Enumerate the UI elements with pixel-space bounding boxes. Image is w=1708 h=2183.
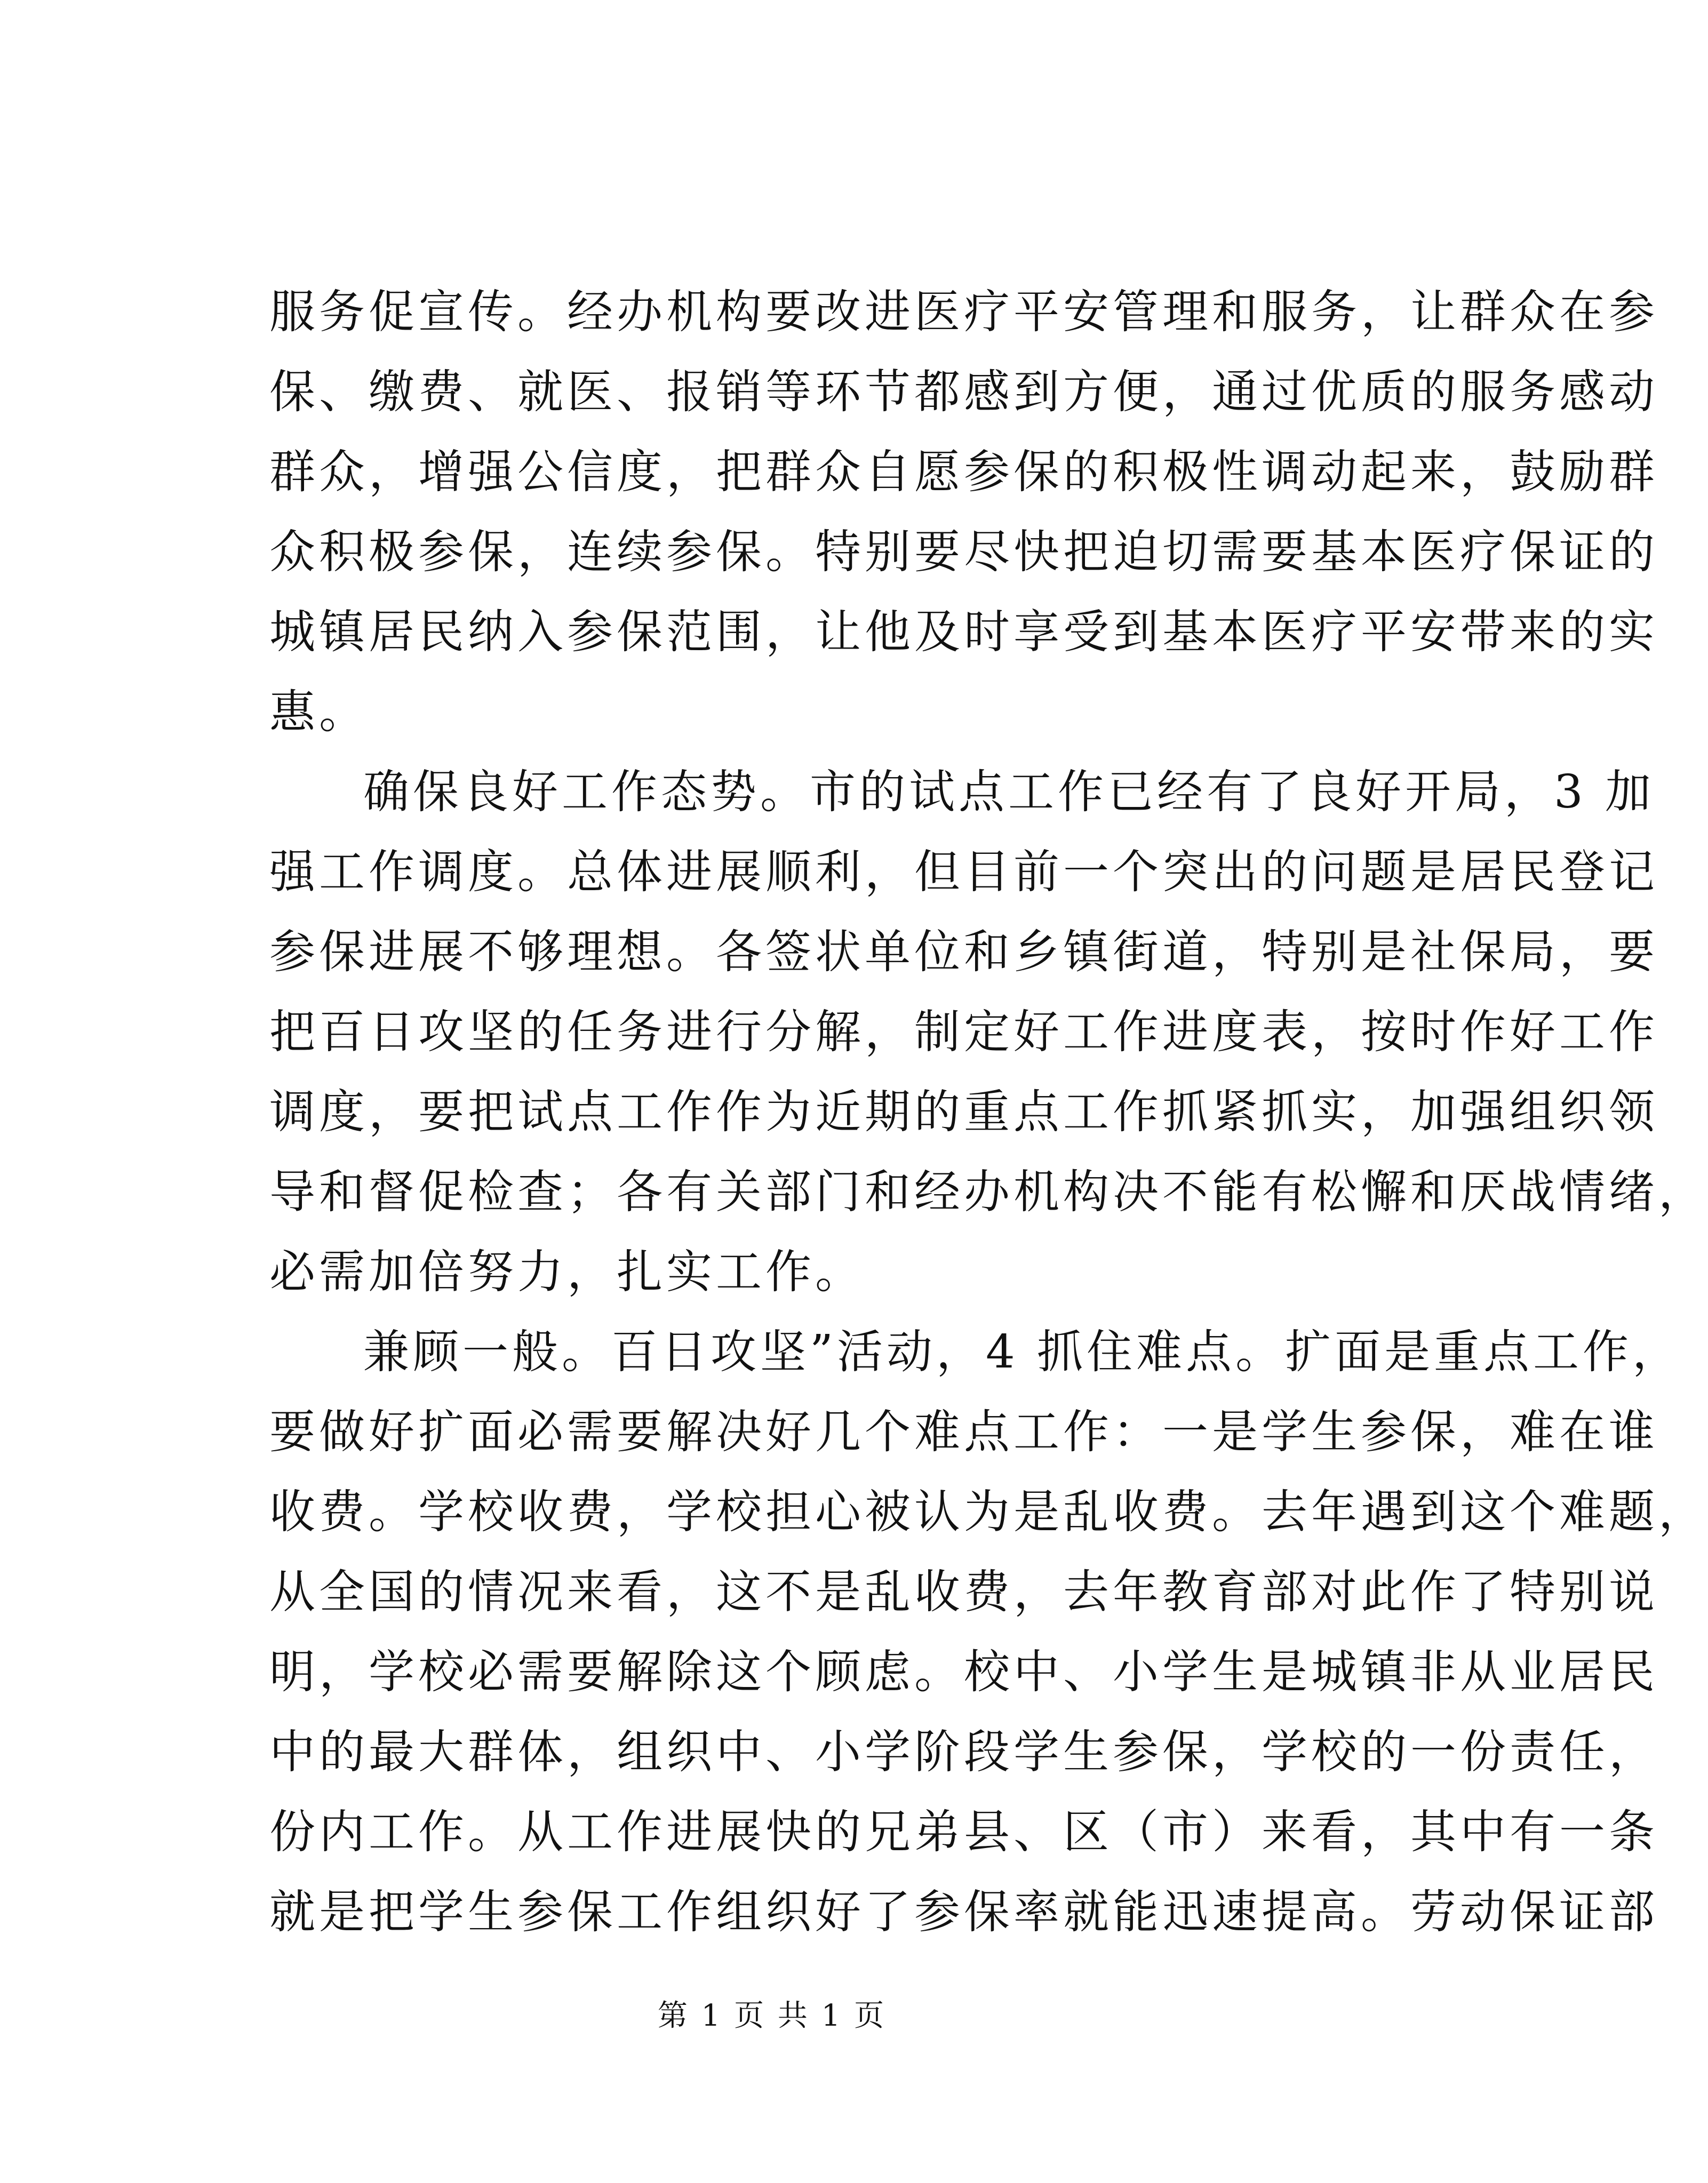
paragraph-2-line-3: 参保进展不够理想。各签状单位和乡镇街道，特别是社保局，要 bbox=[269, 925, 1658, 979]
paragraph-1-line-1: 服务促宣传。经办机构要改进医疗平安管理和服务，让群众在参 bbox=[269, 285, 1658, 339]
paragraph-1-line-6: 惠。 bbox=[269, 685, 369, 739]
paragraph-2-line-6: 导和督促检查；各有关部门和经办机构决不能有松懈和厌战情绪， bbox=[269, 1165, 1708, 1219]
paragraph-3-line-1: 兼顾一般。百日攻坚”活动，4 抓住难点。扩面是重点工作， bbox=[363, 1325, 1682, 1379]
paragraph-3-line-8: 就是把学生参保工作组织好了参保率就能迅速提高。劳动保证部 bbox=[269, 1885, 1658, 1939]
paragraph-3-line-2: 要做好扩面必需要解决好几个难点工作：一是学生参保，难在谁 bbox=[269, 1405, 1658, 1459]
paragraph-3-line-3: 收费。学校收费，学校担心被认为是乱收费。去年遇到这个难题， bbox=[269, 1485, 1708, 1539]
paragraph-2-line-7: 必需加倍努力，扎实工作。 bbox=[269, 1245, 865, 1299]
paragraph-2-line-1: 确保良好工作态势。市的试点工作已经有了良好开局，3 加 bbox=[363, 765, 1655, 819]
paragraph-2-line-4: 把百日攻坚的任务进行分解，制定好工作进度表，按时作好工作 bbox=[269, 1005, 1658, 1059]
paragraph-2-line-2: 强工作调度。总体进展顺利，但目前一个突出的问题是居民登记 bbox=[269, 845, 1658, 899]
paragraph-2-line-5: 调度，要把试点工作作为近期的重点工作抓紧抓实，加强组织领 bbox=[269, 1085, 1658, 1139]
paragraph-3-line-7: 份内工作。从工作进展快的兄弟县、区（市）来看，其中有一条 bbox=[269, 1805, 1658, 1859]
paragraph-3-line-6: 中的最大群体，组织中、小学阶段学生参保，学校的一份责任， bbox=[269, 1725, 1658, 1779]
paragraph-3-line-4: 从全国的情况来看，这不是乱收费，去年教育部对此作了特别说 bbox=[269, 1565, 1658, 1619]
paragraph-3-line-5: 明，学校必需要解除这个顾虑。校中、小学生是城镇非从业居民 bbox=[269, 1645, 1658, 1699]
paragraph-1-line-4: 众积极参保，连续参保。特别要尽快把迫切需要基本医疗保证的 bbox=[269, 525, 1658, 579]
page-footer-page-number: 第 1 页 共 1 页 bbox=[657, 1998, 887, 2033]
paragraph-1-line-3: 群众，增强公信度，把群众自愿参保的积极性调动起来，鼓励群 bbox=[269, 445, 1658, 499]
paragraph-1-line-2: 保、缴费、就医、报销等环节都感到方便，通过优质的服务感动 bbox=[269, 365, 1658, 419]
paragraph-1-line-5: 城镇居民纳入参保范围，让他及时享受到基本医疗平安带来的实 bbox=[269, 605, 1658, 659]
